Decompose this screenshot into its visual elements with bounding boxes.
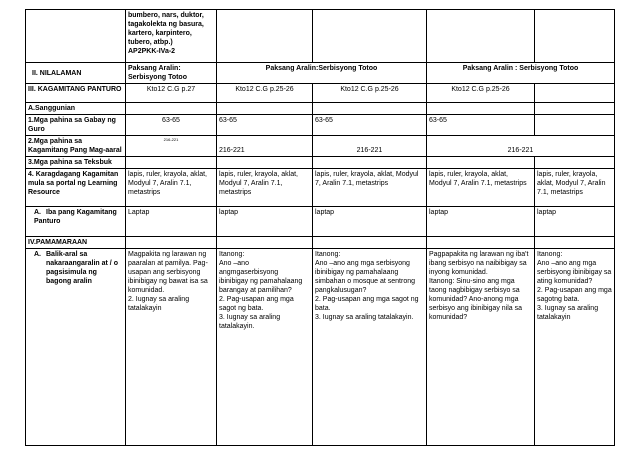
lesson-plan-sheet — [25, 9, 614, 446]
iba-pang-kagamitan-label: Iba pang Kagamitang Panturo — [34, 209, 117, 225]
balik-aral-day2 — [217, 249, 313, 446]
gabay-ng-guro-value: 63-65 — [126, 115, 217, 136]
balik-aral-letter: A. — [34, 251, 41, 258]
iba-pang-kagamitan-label-cell — [26, 207, 126, 237]
kagamitang-panturo-value: Kto12 C.G p.25-26 — [427, 84, 535, 103]
balik-aral-line: Itanong: — [315, 251, 341, 258]
teksbuk-label: 3.Mga pahina sa Teksbuk — [26, 157, 126, 169]
competency-code: AP2PKK-IVa-2 — [128, 48, 176, 55]
balik-aral-line: Ano –ano — [219, 260, 249, 267]
pamamaraan-row — [26, 237, 615, 249]
kagamitang-panturo-value: Kto12 C.G p.27 — [126, 84, 217, 103]
balik-aral-line: Itanong: — [537, 251, 563, 258]
balik-aral-label: Balik-aral sa nakaraangaralin at / o pagsisimula ng bagong aralin — [46, 251, 118, 285]
balik-aral-line: inyong komunidad. — [429, 269, 488, 276]
teksbuk-row — [26, 157, 615, 169]
balik-aral-line: serbisyong ibinibigay sa — [537, 269, 612, 276]
karagdagang-kagamitan-value: lapis, ruler, krayola, aklat, Modyul 7, Aralin 7.1, metastrips — [313, 169, 427, 207]
balik-aral-line: ibinibigay ng bawat isa sa — [128, 278, 208, 285]
nilalaman-day4: Paksang Aralin : Serbisyong Totoo — [427, 63, 615, 84]
gabay-ng-guro-label: 1.Mga pahina sa Gabay ng Guro — [26, 115, 126, 136]
gabay-ng-guro-row — [26, 115, 615, 136]
competency-line: bumbero, nars, duktor, — [128, 12, 204, 19]
karagdagang-kagamitan-value: lapis, ruler, krayola, aklat, Modyul 7, Aralin 7.1, metastrips — [217, 169, 313, 207]
gabay-ng-guro-value: 63-65 — [427, 115, 535, 136]
balik-aral-day4 — [427, 249, 535, 446]
balik-aral-line: tatalakayin. — [219, 323, 255, 330]
balik-aral-line: 3. Iugnay sa araling — [537, 305, 599, 312]
balik-aral-line: komunidad. — [128, 287, 165, 294]
balik-aral-line: sagot ng bata. — [219, 305, 264, 312]
iba-pang-kagamitan-value: laptap — [217, 207, 313, 237]
balik-aral-line: serbisyo ang ibinibigay nila sa — [429, 305, 522, 312]
balik-aral-line: 2. Pag-usapan ang mga — [537, 287, 612, 294]
balik-aral-line: angmgaserbisyong — [219, 269, 279, 276]
competency-line: kartero, karpintero, — [128, 30, 192, 37]
iba-pang-kagamitan-value: Laptap — [126, 207, 217, 237]
nilalaman-row — [26, 63, 615, 84]
balik-aral-line: 2. Pag-usapan ang mga sagot ng — [315, 296, 419, 303]
kagamitang-pang-mag-aaral-value: 216-221 — [126, 136, 217, 157]
balik-aral-line: bata. — [315, 305, 331, 312]
lesson-plan-table — [25, 9, 615, 446]
balik-aral-line: sagotng bata. — [537, 296, 580, 303]
pamamaraan-label: IV.PAMAMARAAN — [26, 237, 126, 249]
kagamitang-panturo-row — [26, 84, 615, 103]
balik-aral-line: tatalakayin — [537, 314, 571, 321]
balik-aral-line: ibinibigay ng pamahalaang — [315, 269, 399, 276]
balik-aral-day5 — [535, 249, 615, 446]
balik-aral-line: Pagpapakita ng larawan ng iba't — [429, 251, 529, 258]
competency-line: tagakolekta ng basura, — [128, 21, 204, 28]
sanggunian-label: A.Sanggunian — [26, 103, 126, 115]
kagamitang-panturo-label: III. KAGAMITANG PANTURO — [26, 84, 126, 103]
gabay-ng-guro-value: 63-65 — [313, 115, 427, 136]
balik-aral-day3 — [313, 249, 427, 446]
balik-aral-line: ibinibigay ng pamahalaang — [219, 278, 303, 285]
balik-aral-day1 — [126, 249, 217, 446]
kagamitang-pang-mag-aaral-row — [26, 136, 615, 157]
iba-pang-kagamitan-row — [26, 207, 615, 237]
balik-aral-line: pangkalusugan? — [315, 287, 367, 294]
balik-aral-line: ibang serbisyo na naibibigay sa — [429, 260, 527, 267]
iba-pang-kagamitan-value: laptap — [427, 207, 535, 237]
kagamitang-pang-mag-aaral-value: 216-221 — [427, 136, 615, 157]
balik-aral-line: taong nagbibigay serbisyo sa — [429, 287, 520, 294]
balik-aral-line: Itanong: — [219, 251, 245, 258]
balik-aral-line: usapan ang serbisyong — [128, 269, 201, 276]
competency-cell — [126, 10, 217, 63]
balik-aral-line: 2. Pag-usapan ang mga — [219, 296, 294, 303]
balik-aral-row — [26, 249, 615, 446]
iba-pang-kagamitan-value: laptap — [313, 207, 427, 237]
competency-line: tubero, atbp.) — [128, 39, 173, 46]
kagamitang-panturo-value: Kto12 C.G p.25-26 — [313, 84, 427, 103]
competency-row — [26, 10, 615, 63]
balik-aral-line: Magpakita ng larawan ng — [128, 251, 207, 258]
gabay-ng-guro-value: 63-65 — [217, 115, 313, 136]
balik-aral-line: komunidad? — [429, 314, 468, 321]
balik-aral-line: 3. Iugnay sa araling tatalakayin. — [315, 314, 414, 321]
iba-pang-kagamitan-letter: A. — [34, 209, 41, 216]
balik-aral-line: komunidad? Ano-anong mga — [429, 296, 519, 303]
karagdagang-kagamitan-value: lapis, ruler, krayola, aklat, Modyul 7, Aralin 7.1, metastrips — [535, 169, 615, 207]
competency-label-cell — [26, 10, 126, 63]
karagdagang-kagamitan-value: lapis, ruler, krayola, aklat, Modyul 7, Aralin 7.1, metastrips — [126, 169, 217, 207]
balik-aral-line: simbahan o mosque at sentrong — [315, 278, 416, 285]
balik-aral-line: Ano –ano ang mga serbisyong — [315, 260, 410, 267]
karagdagang-kagamitan-label: 4. Karagdagang Kagamitan mula sa portal ng Learning Resource — [26, 169, 126, 207]
balik-aral-line: 3. Iugnay sa araling — [219, 314, 281, 321]
kagamitang-pang-mag-aaral-label: 2.Mga pahina sa Kagamitang Pang Mag-aaral — [26, 136, 126, 157]
kagamitang-pang-mag-aaral-value: 216-221 — [313, 136, 427, 157]
nilalaman-day1: Paksang Aralin: Serbisyong Totoo — [126, 63, 217, 84]
karagdagang-kagamitan-value: lapis, ruler, krayola, aklat, Modyul 7, Aralin 7.1, metastrips — [427, 169, 535, 207]
kagamitang-pang-mag-aaral-value: 216-221 — [217, 136, 313, 157]
nilalaman-label: II. NILALAMAN — [26, 63, 126, 84]
balik-aral-label-cell — [26, 249, 126, 446]
balik-aral-line: Itanong: Sinu-sino ang mga — [429, 278, 515, 285]
balik-aral-line: 2. Iugnay sa araling — [128, 296, 190, 303]
balik-aral-line: paaralan at pamilya. Pag- — [128, 260, 208, 267]
iba-pang-kagamitan-value: laptap — [535, 207, 615, 237]
sanggunian-row — [26, 103, 615, 115]
balik-aral-line: barangay at pamilihan? — [219, 287, 292, 294]
kagamitang-panturo-value: Kto12 C.G p.25-26 — [217, 84, 313, 103]
karagdagang-kagamitan-row — [26, 169, 615, 207]
nilalaman-day2: Paksang Aralin:Serbisyong Totoo — [217, 63, 427, 84]
balik-aral-line: Ano –ano ang mga — [537, 260, 597, 267]
balik-aral-line: tatalakayin — [128, 305, 162, 312]
balik-aral-line: ating komunidad? — [537, 278, 593, 285]
